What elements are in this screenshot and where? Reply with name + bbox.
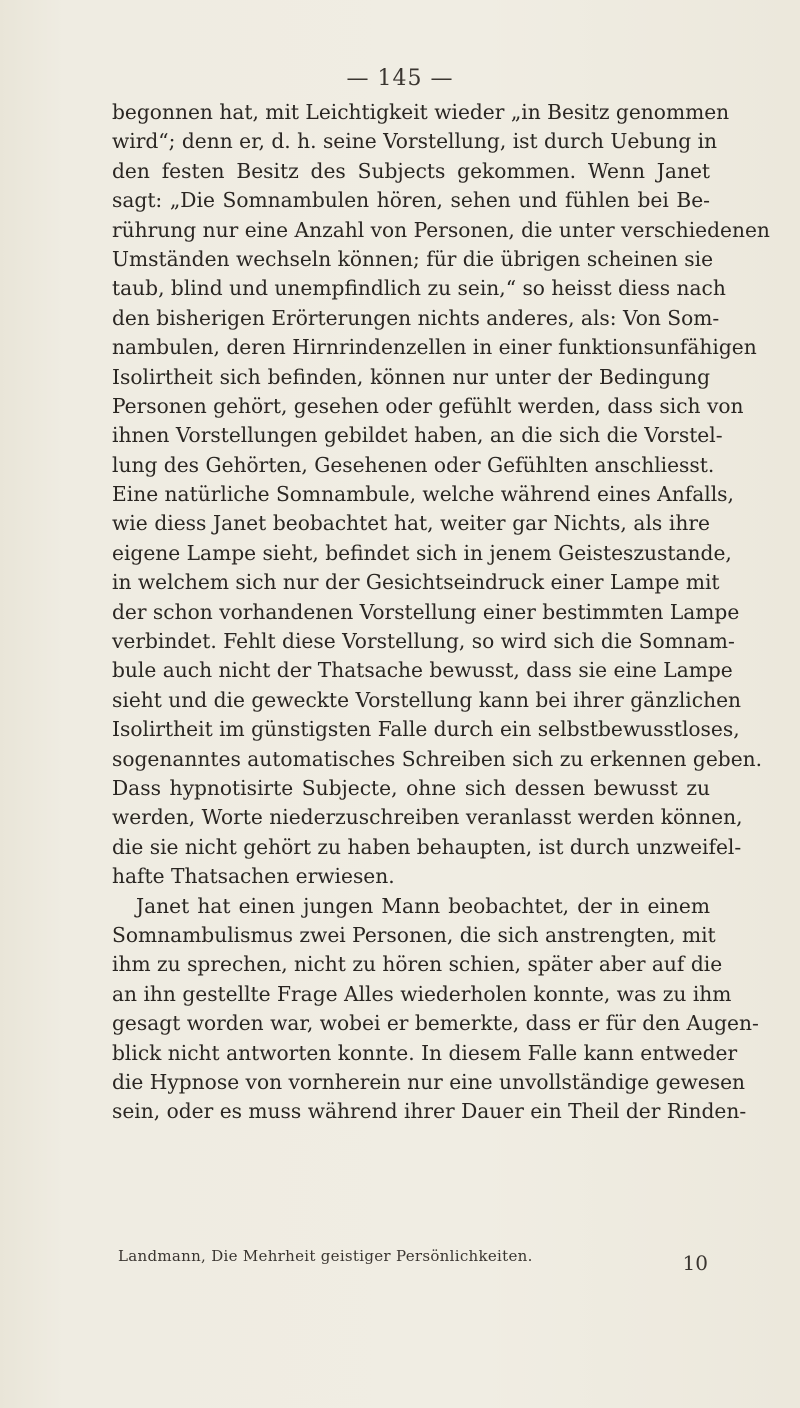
text-line: sieht und die geweckte Vorstellung kann bei ihrer gänzlichen [112,687,742,712]
text-line: begonnen hat, mit Leichtigkeit wieder „in Besitz genommen [112,100,730,124]
text-line: sogenanntes automatisches Schreiben sich zu erkennen geben. [112,746,763,771]
text-line: gesagt worden war, wobei er bemerkte, dass er für den Augen- [112,1011,759,1036]
text-line: Umständen wechseln können; für die übrigen scheinen sie [112,246,714,271]
signature-mark: 10 [682,1251,708,1275]
text-line: ihnen Vorstellungen gebildet haben, an die sich die Vorstel- [112,423,723,448]
text-line: sagt: „Die Somnambulen hören, sehen und fühlen bei Be- [112,188,710,213]
text-line: Isolirtheit im günstigsten Falle durch ein selbstbewusstloses, [112,717,740,742]
text-line: den festen Besitz des Subjects gekommen. Wenn Janet [112,158,710,183]
text-line: wie diess Janet beobachtet hat, weiter gar Nichts, als ihre [112,511,710,536]
page-footer [118,1245,708,1275]
text-line: hafte Thatsachen erwiesen. [112,864,395,889]
text-line: in welchem sich nur der Gesichtseindruck einer Lampe mit [112,570,720,595]
text-line: werden, Worte niederzuschreiben veranlasst werden können, [112,805,743,830]
text-line: Personen gehört, gesehen oder gefühlt werden, dass sich von [112,393,744,418]
paragraph-2 [112,892,759,1127]
text-line: bule auch nicht der Thatsache bewusst, dass sie eine Lampe [112,658,733,683]
footer-title: Landmann, Die Mehrheit geistiger Persönlichkeiten. [118,1247,533,1265]
text-line: Isolirtheit sich befinden, können nur unter der Bedingung [112,364,710,389]
text-line: verbindet. Fehlt diese Vorstellung, so wird sich die Somnam- [112,629,735,654]
text-line: Janet hat einen jungen Mann beobachtet, der in einem [136,893,710,918]
paragraph-1 [112,98,770,892]
text-line: blick nicht antworten konnte. In diesem Falle kann entweder [112,1040,738,1065]
page-number: — 145 — [346,66,454,91]
text-line: lung des Gehörten, Gesehenen oder Gefühlten anschliesst. [112,452,715,477]
text-line: der schon vorhandenen Vorstellung einer bestimmten Lampe [112,599,740,624]
text-line: nambulen, deren Hirnrindenzellen in einer funktionsunfähigen [112,335,757,360]
text-line: die Hypnose von vornherein nur eine unvollständige gewesen [112,1069,746,1094]
text-line: rührung nur eine Anzahl von Personen, die unter verschiedenen [112,217,770,242]
text-line: sein, oder es muss während ihrer Dauer ein Theil der Rinden- [112,1099,747,1124]
text-line: Dass hypnotisirte Subjecte, ohne sich dessen bewusst zu [112,775,710,800]
text-line: Eine natürliche Somnambule, welche während eines Anfalls, [112,482,734,507]
text-line: taub, blind und unempfindlich zu sein,“ so heisst diess nach [112,276,726,301]
text-line: an ihn gestellte Frage Alles wiederholen konnte, was zu ihm [112,981,732,1006]
text-line: ihm zu sprechen, nicht zu hören schien, später aber auf die [112,952,723,977]
text-line: Somnambulismus zwei Personen, die sich anstrengten, mit [112,922,716,947]
text-line: die sie nicht gehört zu haben behaupten, ist durch unzweifel- [112,834,742,859]
text-line: wird“; denn er, d. h. seine Vorstellung, ist durch Uebung in [112,129,718,154]
text-line: den bisherigen Erörterungen nichts anderes, als: Von Som- [112,305,720,330]
text-line: eigene Lampe sieht, befindet sich in jenem Geisteszustande, [112,540,732,565]
body-text [112,98,770,1127]
